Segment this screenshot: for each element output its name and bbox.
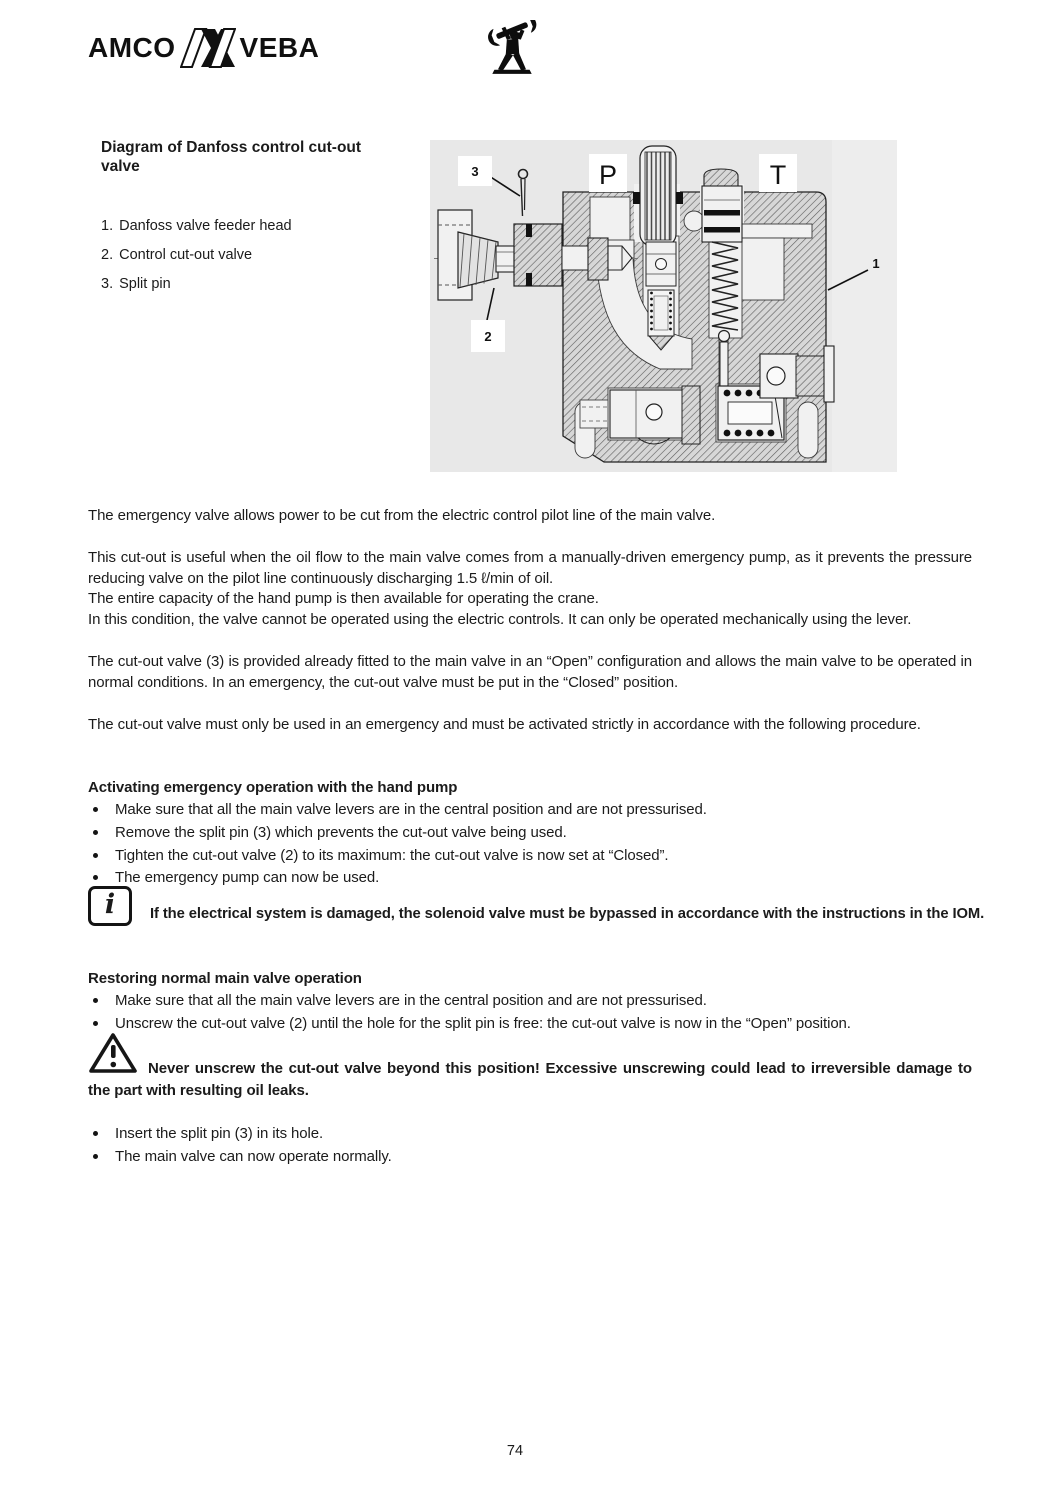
bullet-icon [93,1131,98,1136]
paragraph-line: This cut-out is useful when the oil flow to the main valve comes from a manually-driven emergency pump, as it prevents the pressure reducing valve on the pilot line continuously discharging 1.5 ℓ/min of oil. [88,549,972,587]
bullet-text: The main valve can now operate normally. [115,1147,392,1165]
bullet-text: Make sure that all the main valve levers are in the central position and are not pressurised. [115,801,707,818]
list-item [88,1149,972,1165]
section-heading-activating: Activating emergency operation with the hand pump [88,779,458,796]
callout-3-label: 3 [471,164,479,179]
bullet-text: Remove the split pin (3) which prevents the cut-out valve being used. [115,823,567,841]
list-item [88,825,972,841]
legend-label: Control cut-out valve [119,247,253,263]
legend-item [101,247,292,263]
info-icon [88,886,132,926]
list-item [88,870,972,886]
valve-cross-section-diagram [430,140,897,472]
control-cartridge [646,242,676,350]
warning-note-text: Never unscrew the cut-out valve beyond this position! Excessive unscrewing could lead to irreversible damage to the part with resulting oil leaks. [88,1060,972,1099]
restoring-bullet-list [88,993,972,1039]
section-heading-restoring: Restoring normal main valve operation [88,970,362,987]
figure-legend [101,218,292,305]
paragraph-open-configuration: The cut-out valve (3) is provided already fitted to the main valve in an “Open” configuration and allows the main valve to be operated in normal conditions. In an emergency, the cut-out valve must be put in the “Closed” position. [88,653,972,691]
port-p-label: P [598,160,618,190]
paragraph-emergency-valve: The emergency valve allows power to be cut from the electric control pilot line of the main valve. [88,507,716,524]
callout-2-label: 2 [484,329,492,344]
paragraph-line: The entire capacity of the hand pump is then available for operating the crane. [88,590,599,608]
paragraph-line: In this condition, the valve cannot be operated using the electric controls. It can only be operated mechanically using the lever. [88,610,912,628]
paragraph-cut-out-usefulness [88,548,972,630]
bullet-icon [93,830,98,835]
pilot-solenoid-tower [633,146,683,246]
list-item [88,993,972,1009]
legend-number: 2. [101,247,114,263]
figure-heading: Diagram of Danfoss control cut-out valve [101,139,362,175]
legend-label: Danfoss valve feeder head [119,218,292,234]
t-port-plug [702,169,742,242]
legend-number: 3. [101,276,114,292]
bullet-text: Make sure that all the main valve levers are in the central position and are not pressurised. [115,992,707,1009]
info-note-text: If the electrical system is damaged, the solenoid valve must be bypassed in accordance with the instructions in the IOM. [150,906,985,922]
bullet-text: Insert the split pin (3) in its hole. [115,1125,324,1142]
list-item [88,1126,972,1142]
legend-label: Split pin [119,276,171,292]
bullet-icon [93,875,98,880]
paragraph-emergency-only: The cut-out valve must only be used in an emergency and must be activated strictly in accordance with the following procedure. [88,716,921,733]
bullet-icon [93,1021,98,1026]
mechanic-with-wrench-icon [486,20,538,83]
bullet-icon [93,998,98,1003]
final-bullet-list [88,1126,972,1172]
legend-item [101,276,292,292]
logo-text-amco: AMCO [88,32,176,63]
legend-number: 1. [101,218,114,234]
bullet-text: Unscrew the cut-out valve (2) until the hole for the split pin is free: the cut-out valve is now in the “Open” position. [115,1014,851,1032]
amco-veba-logo [88,28,319,68]
callout-1-label: 1 [872,256,880,271]
list-item [88,848,972,864]
list-item [88,1016,972,1032]
port-t-label: T [769,160,787,190]
bullet-text: Tighten the cut-out valve (2) to its maximum: the cut-out valve is now set at “Closed”. [115,846,669,864]
bullet-icon [93,853,98,858]
bullet-icon [93,1154,98,1159]
bullet-text: The emergency pump can now be used. [115,869,380,887]
activating-bullet-list [88,802,972,893]
page-number: 74 [506,1443,524,1459]
amco-veba-emblem-icon [180,28,236,68]
legend-item [101,218,292,234]
info-icon-glyph: i [104,889,116,920]
list-item [88,802,972,818]
bullet-icon [93,807,98,812]
logo-text-veba: VEBA [239,32,320,63]
